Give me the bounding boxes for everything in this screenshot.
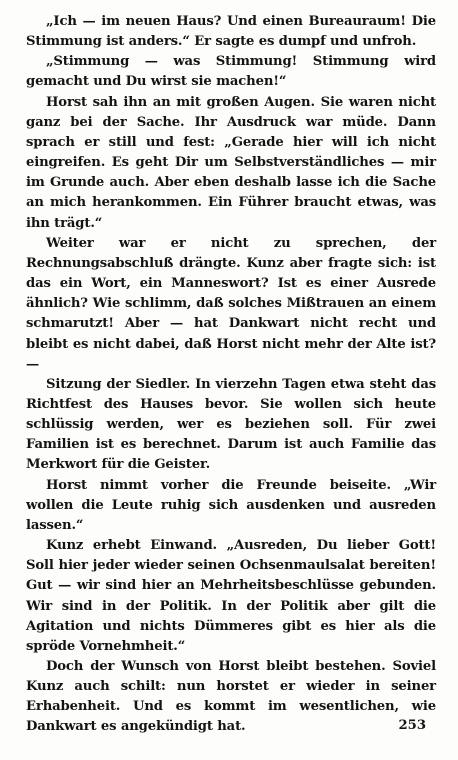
paragraph-5: Sitzung der Siedler. In vierzehn Tagen etwa steht das Richtfest des Hauses bevor. Sie wollen sich heute schlüssig werden, wer es beziehen soll. Für zwei Familien ist es berechnet. Darum ist auch Familie das Merkwort für die Geister. bbox=[26, 376, 436, 473]
body-text bbox=[26, 12, 436, 738]
paragraph-7: Kunz erhebt Einwand. „Ausreden, Du lieber Gott! Soll hier jeder wieder seinen Ochsenmaulsalat bereiten! Gut — wir sind hier an Mehrheitsbeschlüsse gebunden. Wir sind in der Politik. In der Politik aber gilt die Agitation und nichts Dümmeres gibt es hier als die spröde Vornehmheit.“ bbox=[26, 538, 436, 654]
paragraph-4: Weiter war er nicht zu sprechen, der Rechnungsabschluß drängte. Kunz aber fragte sich: ist das ein Wort, ein Manneswort? Ist es einer Ausrede ähnlich? Wie schlimm, daß solches Mißtrauen an einem schmarutzt! Aber — hat Dankwart nicht recht und bleibt es nicht dabei, daß Horst nicht mehr der Alte ist? — bbox=[26, 235, 436, 372]
paragraph-2: „Stimmung — was Stimmung! Stimmung wird gemacht und Du wirst sie machen!“ bbox=[26, 54, 436, 90]
paragraph-3: Horst sah ihn an mit großen Augen. Sie waren nicht ganz bei der Sache. Ihr Ausdruck war müde. Dann sprach er still und fest: „Gerade hier will ich nicht eingreifen. Es geht Dir um Selbstverständliches — mir im Grunde auch. Aber eben deshalb lasse ich die Sache an mich herankommen. Ein Führer braucht etwas, was ihn trägt.“ bbox=[26, 94, 436, 231]
paragraph-6: Horst nimmt vorher die Freunde beiseite. „Wir wollen die Leute ruhig sich ausdenken und ausreden lassen.“ bbox=[26, 477, 436, 533]
paragraph-8: Doch der Wunsch von Horst bleibt bestehen. Soviel Kunz auch schilt: nun horstet er wieder in seiner Erhabenheit. Und es kommt im wesentlichen, wie Dankwart es angekündigt hat. bbox=[26, 659, 436, 735]
paragraph-1: „Ich — im neuen Haus? Und einen Bureauraum! Die Stimmung ist anders.“ Er sagte es dumpf und unfroh. bbox=[26, 14, 436, 50]
page-number: 253 bbox=[398, 718, 426, 733]
